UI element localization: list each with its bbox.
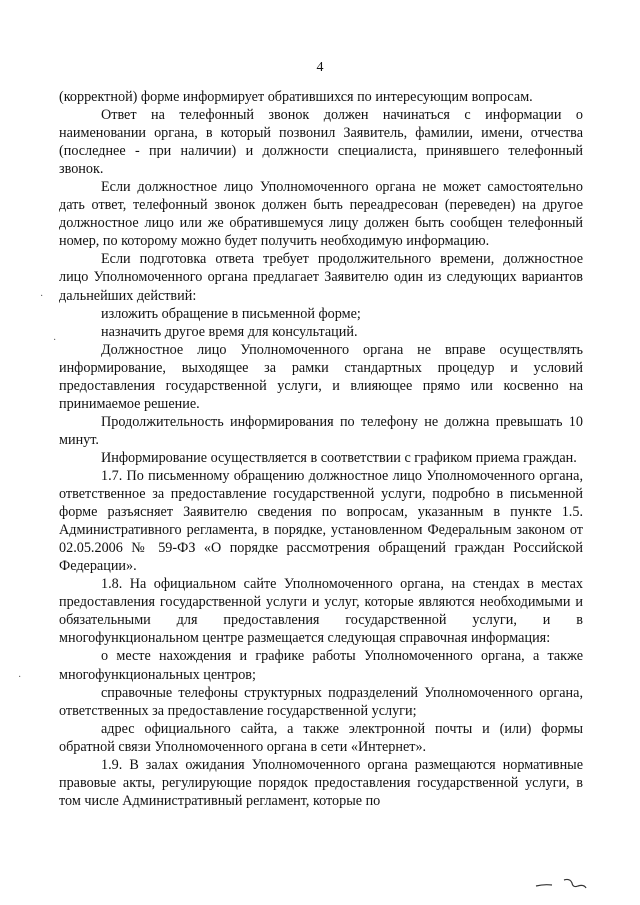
paragraph: (корректной) форме информирует обратившихся по интересующим вопросам. <box>59 89 533 105</box>
paragraph: о месте нахождения и графике работы Уполномоченного органа, а также многофункциональных центров; <box>59 648 583 683</box>
page-number: 4 <box>316 60 324 75</box>
scan-mark: · <box>53 335 57 346</box>
paragraph: Информирование осуществляется в соответствии с графиком приема граждан. <box>101 449 577 466</box>
list-item: назначить другое время для консультаций. <box>101 323 358 340</box>
list-item: изложить обращение в письменной форме; <box>101 305 361 322</box>
paragraph: Если подготовка ответа требует продолжительного времени, должностное лицо Уполномоченного органа предлагает Заявителю один из следующих вариантов дальнейших действий: <box>59 251 583 304</box>
paragraph: адрес официального сайта, а также электронной почты и (или) формы обратной связи Уполномоченного органа в сети «Интернет». <box>59 720 583 755</box>
paragraph: 1.7. По письменному обращению должностное лицо Уполномоченного органа, ответственное за предоставление государственной услуги, подробно в письменной форме разъясняет Заявителю сведения по вопросам, указанным в пункте 1.5. Административного регламента, в порядке, установленном Федеральным законом от 02.05.2006 № 59-ФЗ «О порядке рассмотрения обращений граждан Российской Федерации». <box>59 467 583 575</box>
paragraph: Продолжительность информирования по телефону не должна превышать 10 минут. <box>59 413 583 448</box>
handwritten-mark-icon <box>526 874 596 896</box>
scan-mark: · <box>18 672 22 683</box>
document-body <box>59 88 583 810</box>
paragraph: Ответ на телефонный звонок должен начинаться с информации о наименовании органа, в который позвонил Заявитель, фамилии, имени, отчества (последнее - при наличии) и должности специалиста, принявшего телефонный звонок. <box>59 107 583 178</box>
paragraph: 1.8. На официальном сайте Уполномоченного органа, на стендах в местах предоставления государственной услуги и услуг, которые являются необходимыми и обязательными для предоставления государственной услуги, и в многофункциональном центре размещается следующая справочная информация: <box>59 576 583 647</box>
paragraph: Если должностное лицо Уполномоченного органа не может самостоятельно дать ответ, телефонный звонок должен быть переадресован (переведен) на другое должностное лицо или же обратившемуся лицу должен быть сообщен телефонный номер, по которому можно будет получить необходимую информацию. <box>59 179 583 250</box>
paragraph: 1.9. В залах ожидания Уполномоченного органа размещаются нормативные правовые акты, регулирующие порядок предоставления государственной услуги, в том числе Административный регламент, которые по <box>59 756 583 809</box>
scan-mark: · <box>40 291 44 302</box>
paragraph: справочные телефоны структурных подразделений Уполномоченного органа, ответственных за предоставление государственной услуги; <box>59 684 583 719</box>
paragraph: Должностное лицо Уполномоченного органа не вправе осуществлять информирование, выходящее за рамки стандартных процедур и условий предоставления государственной услуги, и влияющее прямо или косвенно на принимаемое решение. <box>59 341 583 412</box>
